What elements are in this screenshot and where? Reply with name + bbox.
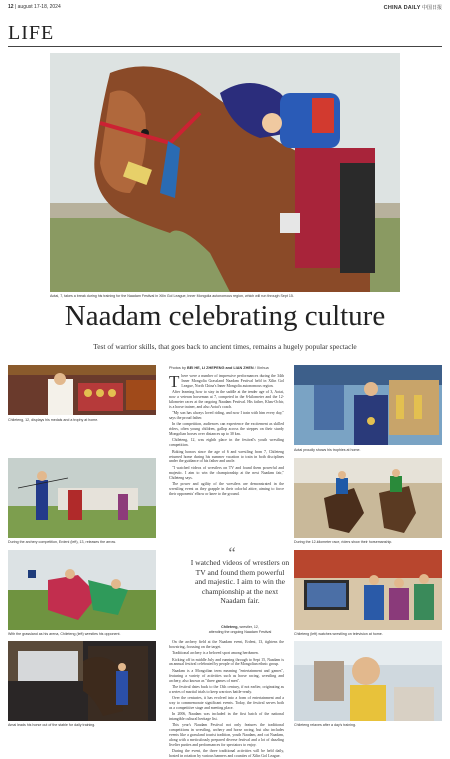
subheadline: Test of warrior skills, that goes back to ancient times, remains a hugely popular spectacle (93, 342, 357, 351)
pull-quote-attribution (180, 625, 300, 634)
page-header-right (384, 4, 442, 11)
section-rule (8, 46, 442, 47)
article-paragraph: Boking honors since the age of 6 and wrestling from 7, Chileteng returned home during his summer vacation to train in both disciplines under the guidance of his father and uncle. (169, 449, 284, 464)
right-photo-1-caption: Aotai proudly shows his trophies at home. (294, 448, 361, 452)
left-photo-3-caption: With the grassland as his arena, Chileteng (left) wrestles his opponent. (8, 632, 121, 636)
left-photo-4 (8, 641, 156, 721)
article-paragraph: The power and agility of the wrestlers are demonstrated in the wrestling event as they grapple in their colorful attire, aiming to force their opponents' elbow or knee to the ground. (169, 481, 284, 496)
right-photo-4-caption: Chileteng relaxes after a day's training. (294, 723, 357, 727)
publication-name-cn: 中国日报 (421, 5, 442, 11)
publication-name: CHINA DAILY (383, 5, 421, 11)
dropcap: T (169, 372, 180, 391)
right-photo-4 (294, 641, 442, 721)
article-paragraph: On the archery field at the Naadam event, Erdeni, 13, tightens the bowstring, focusing on the target. (169, 640, 284, 649)
quote-mark-icon: “ (228, 545, 236, 562)
right-photo-3 (294, 550, 442, 630)
right-photo-2 (294, 458, 442, 538)
byline-names: BEI HE, LI ZHEPENG and LIAN ZHEN (186, 366, 254, 370)
left-photo-2 (8, 458, 156, 538)
article-paragraph: "My son has always loved riding, and now I train with him every day," says the proud father. (169, 411, 284, 421)
right-photo-2-caption: During the 12-kilometer race, riders show their horsemanship. (294, 540, 393, 544)
left-photo-4-caption: Amai leads his horse out of the stable for daily training. (8, 723, 96, 727)
main-photo-caption: Aotai, 7, takes a break during his training for the Naadam Festival in Xilin Gol League, Inner Mongolia autonomous region, which will run through Sept 15. (50, 294, 294, 298)
quote-attribution-name: Chileteng, (221, 625, 239, 629)
article-paragraph: In the competition, audiences can experience the excitement as skilled riders, often young children, gallop across the steppes on their sturdy Mongolian horses over distances up to 30 km. (169, 422, 284, 437)
article-paragraph: During the event, the three traditional activities will be held daily, hosted in rotation by various banners and counties of Xilin Gol League. (169, 749, 284, 759)
article-paragraph: Traditional archery is a beloved sport among herdsmen. (172, 651, 259, 656)
quote-attribution-line2: attending the ongoing Naadam Festival (208, 629, 272, 634)
article-paragraph: The festival dates back to the 13th century, if not earlier, originating as a series of martial trials to keep warriors battle-ready. (169, 684, 284, 694)
page-number: 12 (8, 4, 14, 10)
left-photo-3 (8, 550, 156, 630)
article-paragraph: here were a number of impressive performances during the 34th Inner Mongolia Grassland Naadam Festival held in Xilin Gol League, North China's Inner Mongolia autonomous region. (181, 374, 284, 388)
article-paragraph: Over the centuries, it has evolved into a form of entertainment and a way to commemorate significant events. Today, the festival serves both as a competitive stage and meeting place. (169, 696, 284, 710)
byline-agency: / Xinhua (254, 366, 269, 370)
right-photo-3-caption: Chileteng (left) watches wrestling on television at home. (294, 632, 383, 636)
main-photo (50, 53, 400, 292)
article-column-1 (169, 374, 284, 544)
left-photo-1-caption: Chileteng, 12, displays his medals and a trophy at home. (8, 418, 99, 422)
section-title: LIFE (8, 22, 55, 44)
article-paragraph: Kicking off in middle July and running through to Sept 15, Naadam is an annual festival celebrated by people of the Mongolian ethnic group. (169, 657, 284, 667)
article-paragraph: Naadam is a Mongolian term meaning "entertainment and games", featuring a variety of activities such as horse racing, wrestling and archery, also known as "three games of men". (169, 668, 284, 683)
article-paragraph: After learning how to stay in the saddle at the tender age of 3, Aotai, now a veteran horseman at 7, competed in the 6-kilometer and the 12-kilometer races at the ongoing Naadam Festival. His father, Khas-Ochir, is a horse trainer, and also Aotai's coach. (169, 390, 284, 409)
article-paragraph: This year's Naadam Festival not only features the traditional competitions in wrestling, archery and horse racing, but also includes events like a grassland tourist tradition, youth Naadam, and cat Naadam, along with a meticulously prepared diverse festival and a lot of dazzling livelier parties and performances for spectators to enjoy. (169, 723, 284, 747)
byline (169, 366, 269, 370)
article-paragraph: In 2006, Naadam was included in the first batch of the national intangible cultural heritage list. (169, 712, 284, 722)
headline: Naadam celebrating culture (64, 300, 386, 332)
left-photo-2-caption: During the archery competition, Erdeni (left), 13, releases the arrow. (8, 540, 116, 544)
article-paragraph: Chileteng, 12, was eighth place in the festival's youth wrestling competition. (169, 438, 284, 448)
byline-label: Photos by (169, 366, 186, 370)
page-header-left (8, 4, 61, 10)
article-column-2 (169, 640, 284, 759)
header-separator: | (14, 4, 18, 10)
quote-attribution-detail: wrestler, 12, (239, 625, 259, 629)
article-paragraph: "I watched videos of wrestlers on TV and found them powerful and majestic. I aim to win the championship at the next Naadam fair," Chileteng says. (169, 465, 284, 480)
right-photo-1 (294, 365, 442, 445)
left-photo-1 (8, 365, 156, 415)
pull-quote: I watched videos of wrestlers on TV and found them powerful and majestic. I aim to win the championship at the next Naadam fair. (190, 558, 290, 606)
issue-date: august 17-18, 2024 (17, 4, 61, 10)
